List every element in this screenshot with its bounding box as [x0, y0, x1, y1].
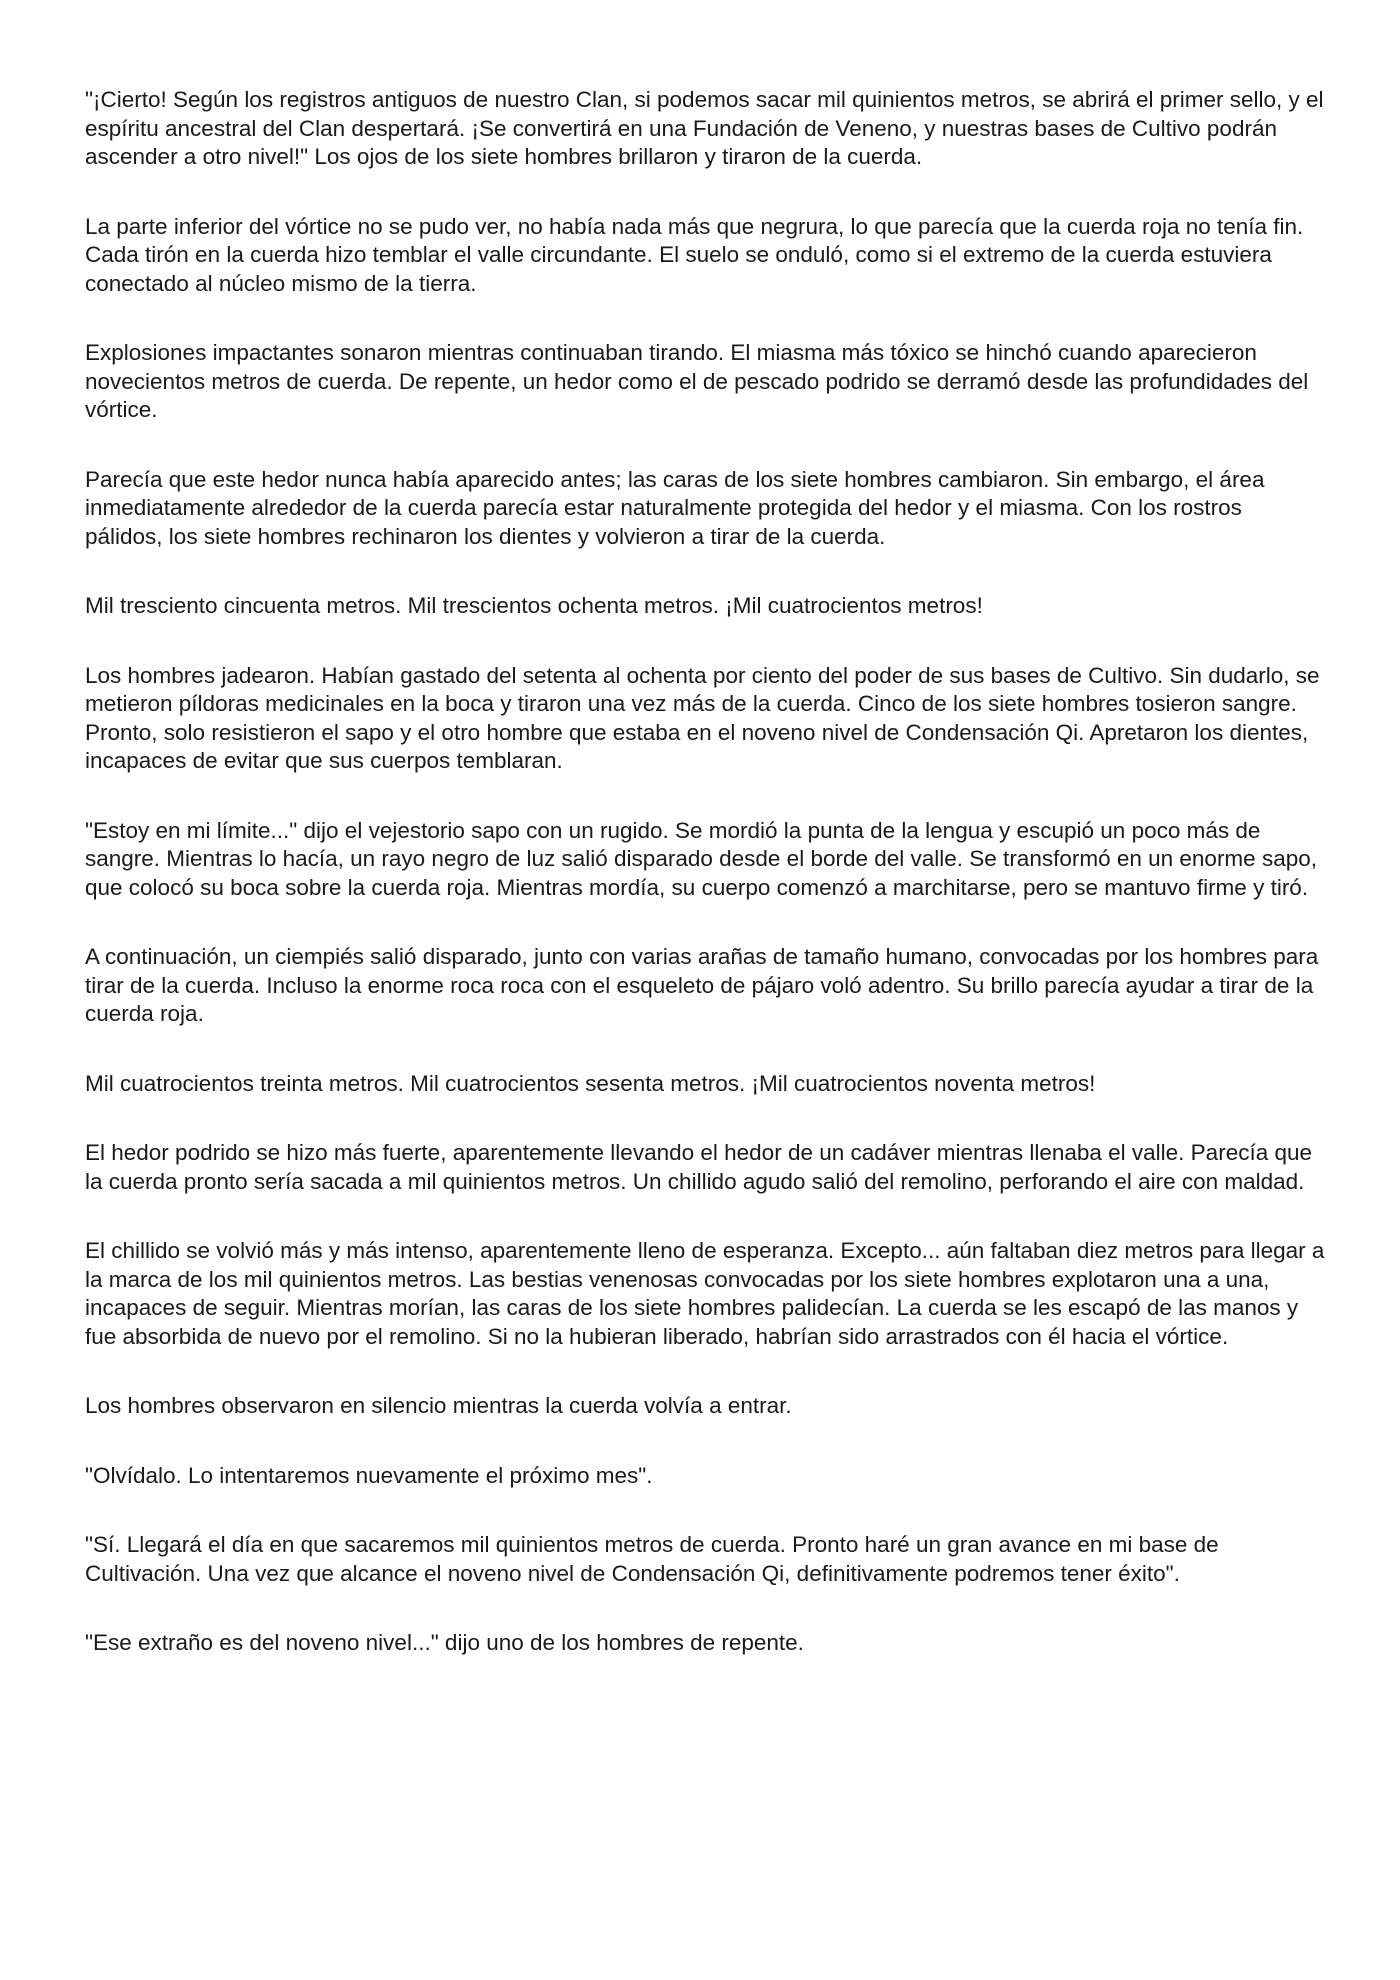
paragraph-8: A continuación, un ciempiés salió disparado, junto con varias arañas de tamaño humano, convocadas por los hombres para tirar de la cuerda. Incluso la enorme roca roca con el esqueleto de pájaro voló adentro. Su brillo parecía ayudar a tirar de la cuerda roja.: [85, 944, 1319, 1026]
paragraph-5: Mil tresciento cincuenta metros. Mil trescientos ochenta metros. ¡Mil cuatrocientos metros!: [85, 593, 983, 618]
paragraph-4: Parecía que este hedor nunca había aparecido antes; las caras de los siete hombres cambiaron. Sin embargo, el área inmediatamente alrededor de la cuerda parecía estar naturalmente protegida del hedor y el miasma. Con los rostros pálidos, los siete hombres rechinaron los dientes y volvieron a tirar de la cuerda.: [85, 466, 1265, 549]
paragraph-1: "¡Cierto! Según los registros antiguos de nuestro Clan, si podemos sacar mil quinientos metros, se abrirá el primer sello, y el espíritu ancestral del Clan despertará. ¡Se convertirá en una Fundación de Veneno, y nuestras bases de Cultivo podrán ascender a otro nivel!" Los ojos de los siete hombres brillaron y tiraron de la cuerda.: [85, 87, 1324, 169]
paragraph-6: Los hombres jadearon. Habían gastado del setenta al ochenta por ciento del poder de sus bases de Cultivo. Sin dudarlo, se metieron píldoras medicinales en la boca y tiraron una vez más de la cuerda. Cinco de los siete hombres tosieron sangre. Pronto, solo resistieron el sapo y el otro hombre que estaba en el noveno nivel de Condensación Qi. Apretaron los dientes, incapaces de evitar que sus cuerpos temblaran.: [85, 662, 1320, 773]
paragraph-9: Mil cuatrocientos treinta metros. Mil cuatrocientos sesenta metros. ¡Mil cuatrocientos noventa metros!: [85, 1070, 1096, 1096]
paragraph-11: El chillido se volvió más y más intenso, aparentemente lleno de esperanza. Excepto... aún faltaban diez metros para llegar a la marca de los mil quinientos metros. Las bestias venenosas convocadas por los siete hombres explotaron una a una, incapaces de seguir. Mientras morían, las caras de los siete hombres palidecían. La cuerda se les escapó de las manos y fue absorbida de nuevo por el remolino. Si no la hubieran liberado, habrían sido arrastrados con él hacia el vórtice.: [85, 1238, 1325, 1349]
paragraph-13: "Olvídalo. Lo intentaremos nuevamente el próximo mes".: [85, 1462, 653, 1488]
paragraph-14: "Sí. Llegará el día en que sacaremos mil quinientos metros de cuerda. Pronto haré un gran avance en mi base de Cultivación. Una vez que alcance el noveno nivel de Condensación Qi, definitivamente podremos tener éxito".: [85, 1532, 1219, 1586]
paragraph-15: "Ese extraño es del noveno nivel..." dijo uno de los hombres de repente.: [85, 1630, 804, 1655]
paragraph-12: Los hombres observaron en silencio mientras la cuerda volvía a entrar.: [85, 1393, 792, 1418]
paragraph-3: Explosiones impactantes sonaron mientras continuaban tirando. El miasma más tóxico se hinchó cuando aparecieron novecientos metros de cuerda. De repente, un hedor como el de pescado podrido se derramó desde las profundidades del vórtice.: [85, 340, 1309, 422]
paragraph-2: La parte inferior del vórtice no se pudo ver, no había nada más que negrura, lo que parecía que la cuerda roja no tenía fin. Cada tirón en la cuerda hizo temblar el valle circundante. El suelo se onduló, como si el extremo de la cuerda estuviera conectado al núcleo mismo de la tierra.: [85, 213, 1304, 296]
document-page: [85, 86, 1325, 1699]
paragraph-7: "Estoy en mi límite..." dijo el vejestorio sapo con un rugido. Se mordió la punta de la lengua y escupió un poco más de sangre. Mientras lo hacía, un rayo negro de luz salió disparado desde el borde del valle. Se transformó en un enorme sapo, que colocó su boca sobre la cuerda roja. Mientras mordía, su cuerpo comenzó a marchitarse, pero se mantuvo firme y tiró.: [85, 817, 1317, 900]
paragraph-10: El hedor podrido se hizo más fuerte, aparentemente llevando el hedor de un cadáver mientras llenaba el valle. Parecía que la cuerda pronto sería sacada a mil quinientos metros. Un chillido agudo salió del remolino, perforando el aire con maldad.: [85, 1140, 1313, 1194]
